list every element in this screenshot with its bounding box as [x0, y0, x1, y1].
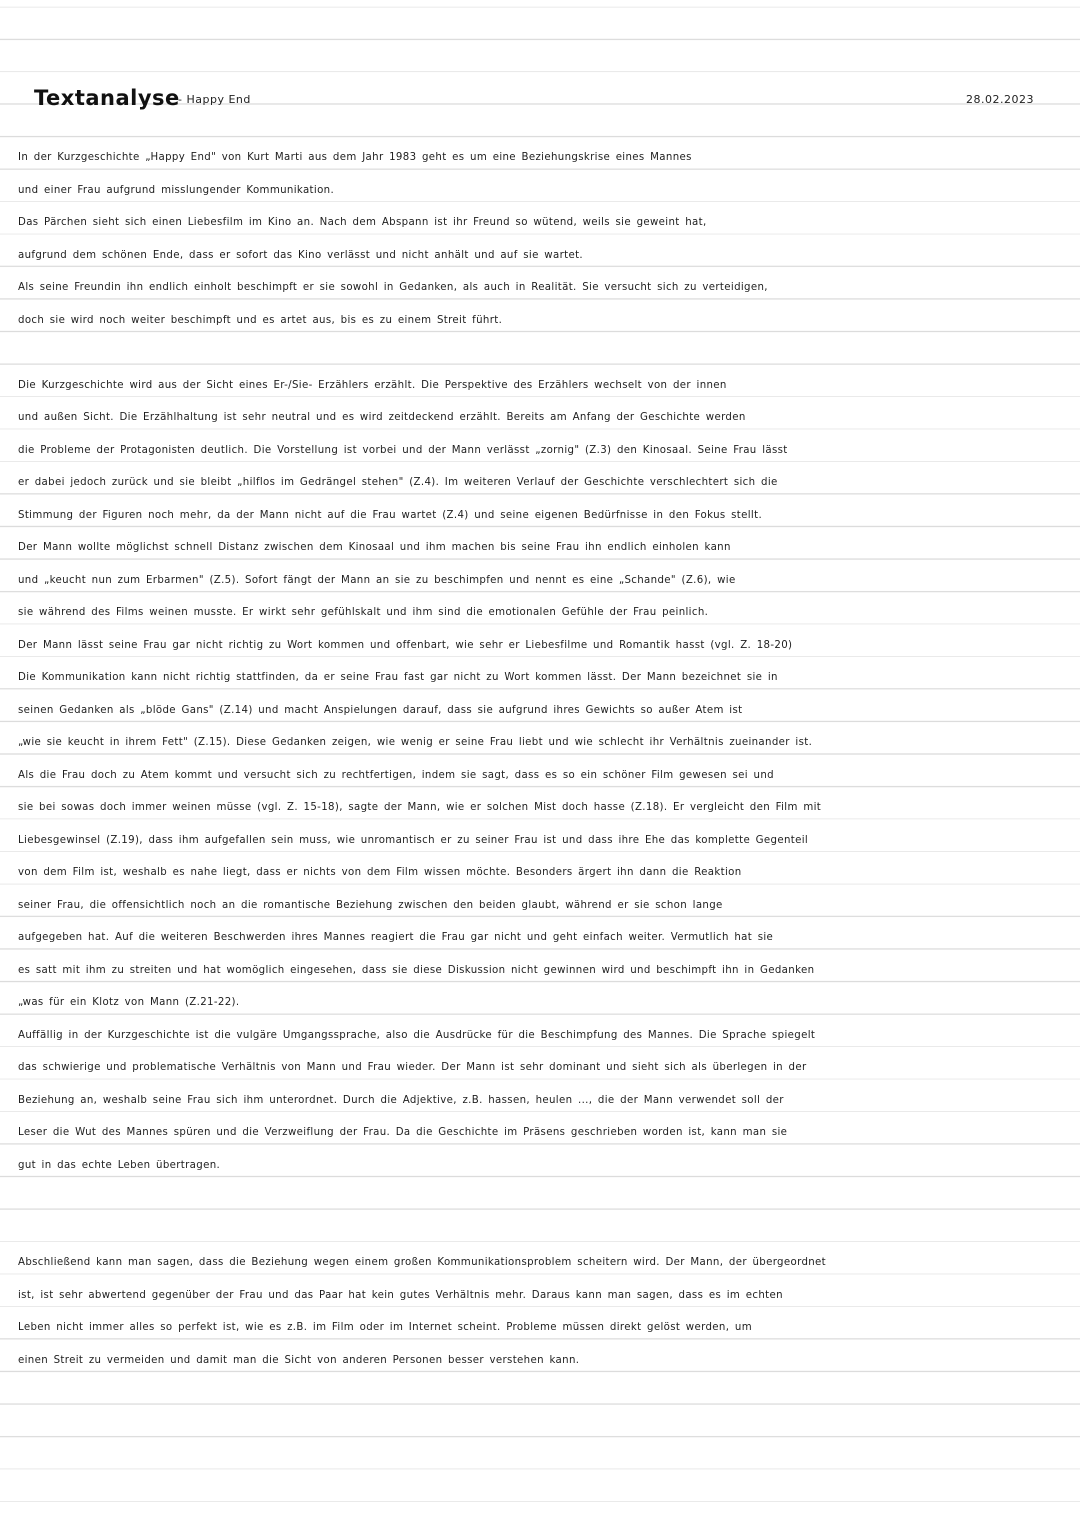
- text-line: Beziehung an, weshalb seine Frau sich ihm unterordnet. Durch die Adjektive, z.B. hassen, heulen ..., die der Mann verwendet soll der: [18, 1094, 784, 1106]
- text-line: Auffällig in der Kurzgeschichte ist die vulgäre Umgangssprache, also die Ausdrücke für die Beschimpfung des Mannes. Die Sprache spiegelt: [18, 1029, 816, 1041]
- text-line: seiner Frau, die offensichtlich noch an die romantische Beziehung zwischen den beiden glaubt, während er sie schon lange: [18, 899, 723, 911]
- text-line: sie während des Films weinen musste. Er wirkt sehr gefühlskalt und ihm sind die emotionalen Gefühle der Frau peinlich.: [18, 607, 709, 618]
- text-line: Als seine Freundin ihn endlich einholt beschimpft er sie sowohl in Gedanken, als auch in Realität. Sie versucht sich zu verteidigen,: [18, 282, 768, 293]
- document-title: Textanalyse: [34, 86, 180, 110]
- text-line: Der Mann wollte möglichst schnell Distanz zwischen dem Kinosaal und ihm machen bis seine Frau ihn endlich einholen kann: [18, 542, 731, 553]
- text-line: aufgrund dem schönen Ende, dass er sofort das Kino verlässt und nicht anhält und auf sie wartet.: [18, 249, 584, 261]
- text-line: Liebesgewinsel (Z.19), dass ihm aufgefallen sein muss, wie unromantisch er zu seiner Frau ist und dass ihre Ehe das komplette Gegenteil: [18, 834, 809, 846]
- text-line: das schwierige und problematische Verhältnis von Mann und Frau wieder. Der Mann ist sehr dominant und sieht sich als überlegen in der: [18, 1062, 807, 1073]
- text-line: gut in das echte Leben übertragen.: [18, 1159, 221, 1171]
- text-line: und einer Frau aufgrund misslungender Kommunikation.: [18, 184, 335, 196]
- text-line: Leben nicht immer alles so perfekt ist, wie es z.B. im Film oder im Internet scheint. Probleme müssen direkt gelöst werden, um: [18, 1322, 752, 1333]
- text-line: und außen Sicht. Die Erzählhaltung ist sehr neutral und es wird zeitdeckend erzählt. Bereits am Anfang der Geschichte werden: [18, 412, 746, 423]
- text-line: „wie sie keucht in ihrem Fett" (Z.15). Diese Gedanken zeigen, wie wenig er seine Frau liebt und wie schlecht ihr Verhältnis zueinander ist.: [18, 737, 813, 748]
- text-line: ist, ist sehr abwertend gegenüber der Frau und das Paar hat kein gutes Verhältnis mehr. Daraus kann man sagen, dass es im echten: [18, 1289, 783, 1301]
- text-line: Das Pärchen sieht sich einen Liebesfilm im Kino an. Nach dem Abspann ist ihr Freund so wütend, weils sie geweint hat,: [18, 217, 707, 228]
- text-line: aufgegeben hat. Auf die weiteren Beschwerden ihres Mannes reagiert die Frau gar nicht und geht einfach weiter. Vermutlich hat sie: [18, 932, 774, 943]
- text-line: Leser die Wut des Mannes spüren und die Verzweiflung der Frau. Da die Geschichte im Präsens geschrieben worden ist, kann man sie: [18, 1127, 788, 1138]
- text-line: er dabei jedoch zurück und sie bleibt „hilflos im Gedrängel stehen" (Z.4). Im weiteren Verlauf der Geschichte verschlechtert sich die: [18, 477, 778, 488]
- text-line: und „keucht nun zum Erbarmen" (Z.5). Sofort fängt der Mann an sie zu beschimpfen und nennt es eine „Schande" (Z.6), wie: [18, 574, 736, 586]
- text-line: sie bei sowas doch immer weinen müsse (vgl. Z. 15-18), sagte der Mann, wie er solchen Mist doch hasse (Z.18). Er vergleicht den Film mit: [18, 802, 822, 813]
- text-line: doch sie wird noch weiter beschimpft und es artet aus, bis es zu einem Streit führt.: [18, 314, 503, 326]
- text-line: von dem Film ist, weshalb es nahe liegt, dass er nichts von dem Film wissen möchte. Besonders ärgert ihn dann die Reaktion: [18, 867, 742, 878]
- text-line: „was für ein Klotz von Mann (Z.21-22).: [18, 997, 240, 1008]
- text-line: Die Kurzgeschichte wird aus der Sicht eines Er-/Sie- Erzählers erzählt. Die Perspektive des Erzählers wechselt von der innen: [18, 379, 727, 391]
- document-date: 28.02.2023: [966, 93, 1034, 106]
- text-line: Als die Frau doch zu Atem kommt und versucht sich zu rechtfertigen, indem sie sagt, dass es so ein schöner Film gewesen sei und: [18, 769, 774, 781]
- text-line: es satt mit ihm zu streiten und hat womöglich eingesehen, dass sie diese Diskussion nicht gewinnen wird und beschimpft ihn in Gedanken: [18, 964, 815, 976]
- text-line: seinen Gedanken als „blöde Gans" (Z.14) und macht Anspielungen darauf, dass sie aufgrund ihres Gewichts so außer Atem ist: [18, 704, 743, 716]
- text-line: In der Kurzgeschichte „Happy End" von Kurt Marti aus dem Jahr 1983 geht es um eine Beziehungskrise eines Mannes: [18, 152, 692, 163]
- text-line: Stimmung der Figuren noch mehr, da der Mann nicht auf die Frau wartet (Z.4) und seine eigenen Bedürfnisse in den Fokus stellt.: [18, 509, 763, 521]
- text-line: einen Streit zu vermeiden und damit man die Sicht von anderen Personen besser verstehen kann.: [18, 1354, 580, 1366]
- text-line: die Probleme der Protagonisten deutlich. Die Vorstellung ist vorbei und der Mann verlässt „zornig" (Z.3) den Kinosaal. Seine Frau lässt: [18, 444, 788, 456]
- text-line: Abschließend kann man sagen, dass die Beziehung wegen einem großen Kommunikationsproblem scheitern wird. Der Mann, der übergeordnet: [18, 1257, 827, 1268]
- text-line: Der Mann lässt seine Frau gar nicht richtig zu Wort kommen und offenbart, wie sehr er Liebesfilme und Romantik hasst (vgl. Z. 18-20): [18, 639, 793, 651]
- text-line: Die Kommunikation kann nicht richtig stattfinden, da er seine Frau fast gar nicht zu Wort kommen lässt. Der Mann bezeichnet sie in: [18, 672, 778, 683]
- document-subtitle: - Happy End: [178, 93, 251, 106]
